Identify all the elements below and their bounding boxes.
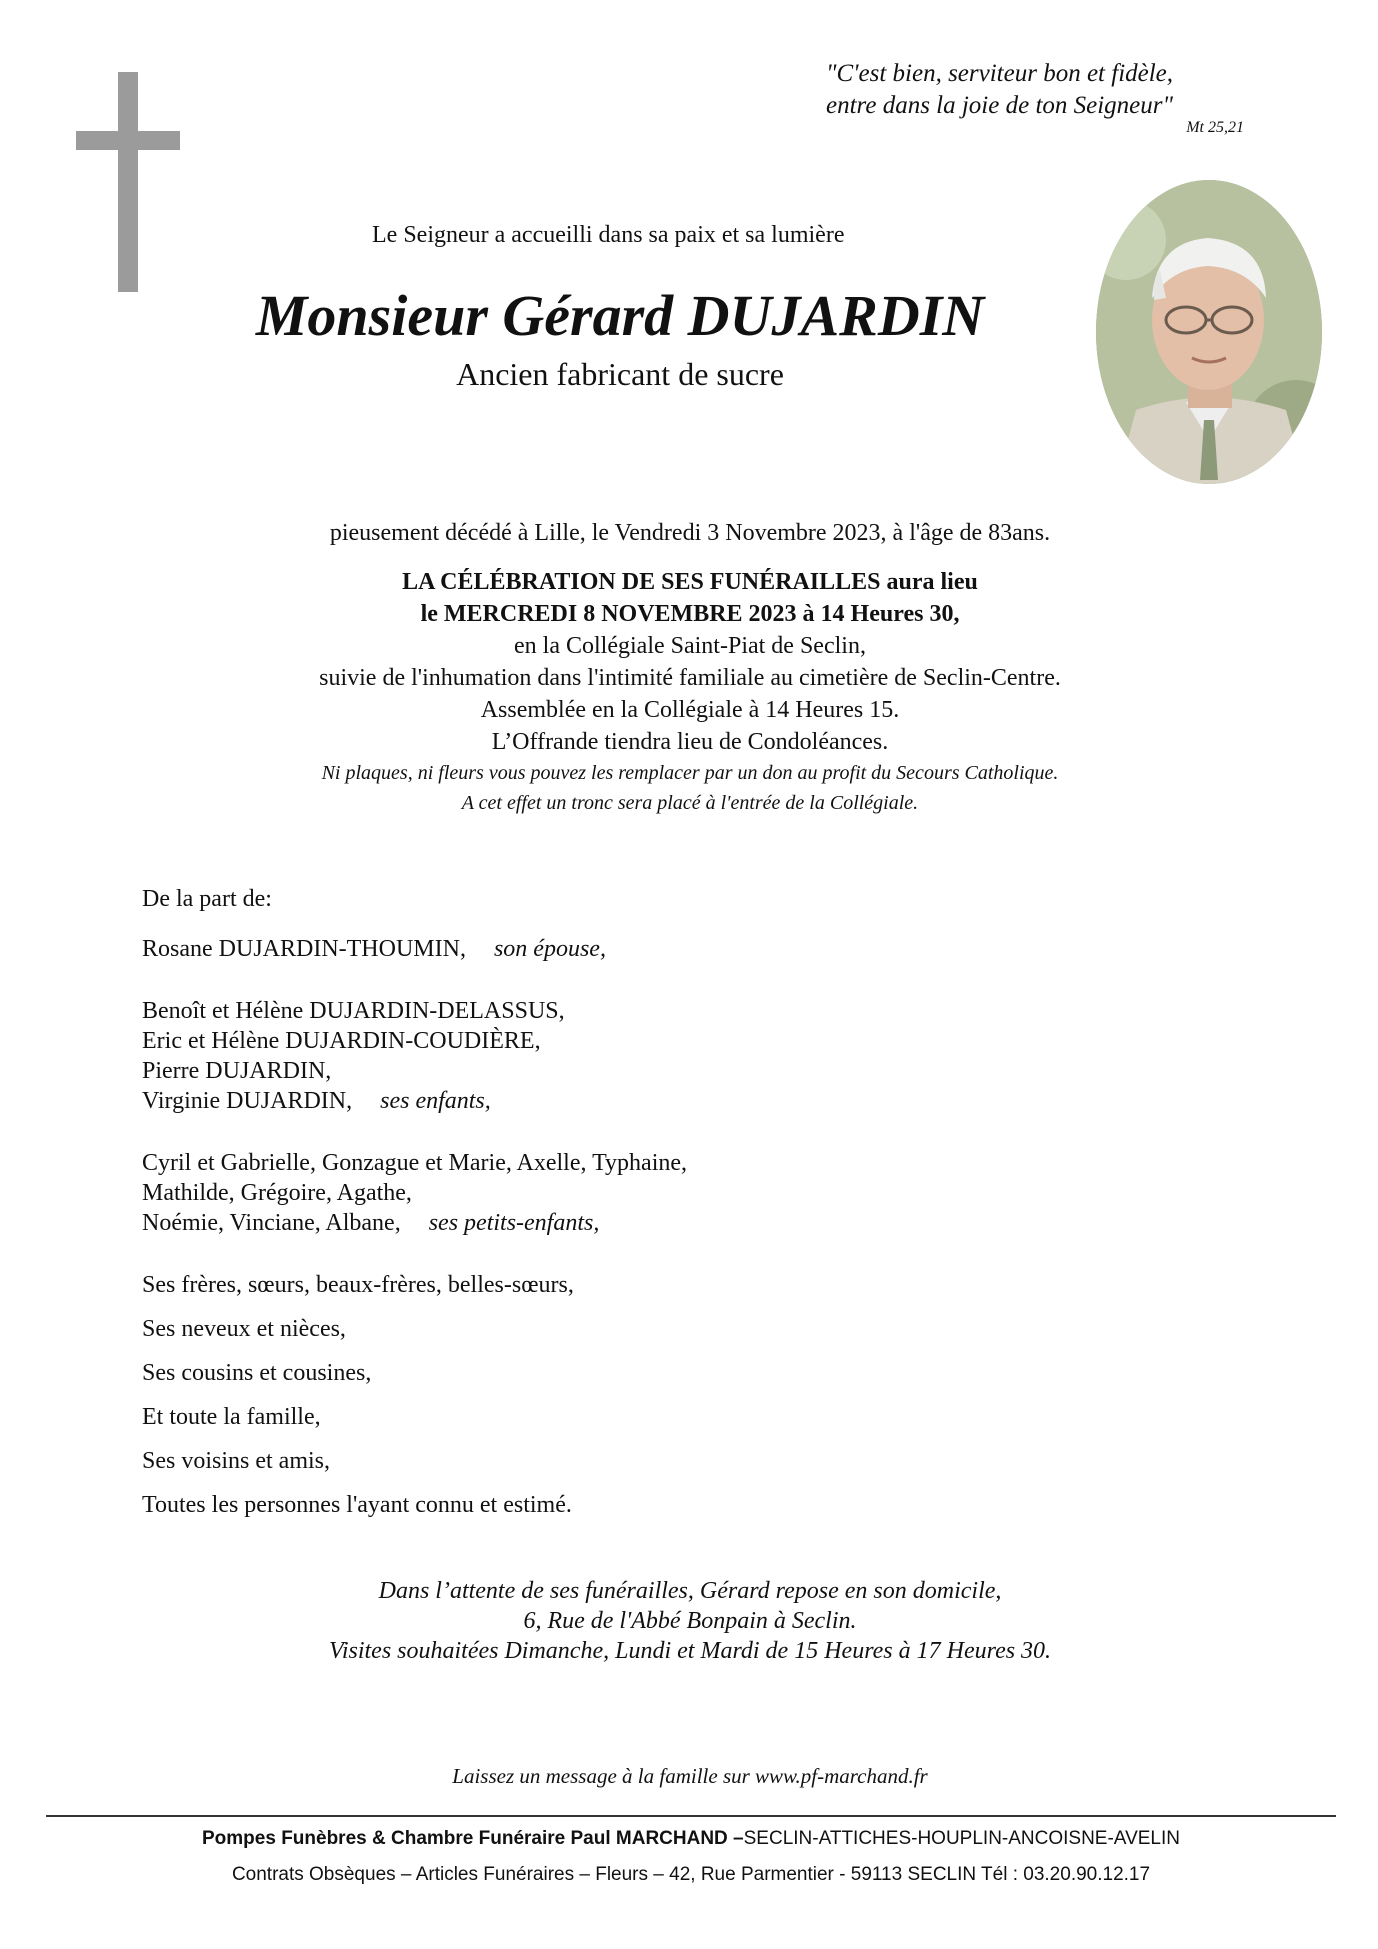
child-2: Eric et Hélène DUJARDIN-COUDIÈRE, (142, 1028, 541, 1054)
portrait-photo (1096, 180, 1322, 484)
wake-info (200, 1576, 1180, 1666)
footer-contact: Contrats Obsèques – Articles Funéraires – Fleurs – 42, Rue Parmentier - 59113 SECLIN Tél : 03.20.90.12.17 (231, 1864, 1151, 1885)
ceremony-location: en la Collégiale Saint-Piat de Seclin, (514, 633, 866, 659)
relatives-nephews: Ses neveux et nièces, (142, 1316, 346, 1342)
wake-line-1: Dans l’attente de ses funérailles, Gérard repose en son domicile, (378, 1578, 1002, 1604)
relatives-family: Et toute la famille, (142, 1404, 321, 1430)
ceremony-note-1: Ni plaques, ni fleurs vous pouvez les remplacer par un don au profit du Secours Catholique. (321, 762, 1059, 784)
ceremony-date: le MERCREDI 8 NOVEMBRE 2023 à 14 Heures 30, (420, 601, 960, 627)
spouse-role: son épouse, (493, 936, 606, 962)
grandchildren-role: ses petits-enfants, (428, 1210, 600, 1236)
grandchildren-1: Cyril et Gabrielle, Gonzague et Marie, Axelle, Typhaine, (142, 1150, 688, 1176)
family-heading: De la part de: (142, 886, 272, 912)
ceremony-offering: L’Offrande tiendra lieu de Condoléances. (491, 729, 889, 755)
footer-company-name: Pompes Funèbres & Chambre Funéraire Paul MARCHAND – (202, 1828, 744, 1849)
relatives-neighbors: Ses voisins et amis, (142, 1448, 331, 1474)
ceremony-burial: suivie de l'inhumation dans l'intimité familiale au cimetière de Seclin-Centre. (319, 665, 1061, 691)
grandchildren-3: Noémie, Vinciane, Albane, (142, 1210, 401, 1236)
cross-icon (118, 72, 138, 292)
epigraph (700, 58, 1250, 138)
epigraph-reference: Mt 25,21 (1186, 119, 1244, 136)
deceased-name: Monsieur Gérard DUJARDIN (255, 283, 985, 348)
death-notice: pieusement décédé à Lille, le Vendredi 3 Novembre 2023, à l'âge de 83ans. (329, 520, 1051, 546)
relatives-acquaintances: Toutes les personnes l'ayant connu et estimé. (142, 1492, 572, 1518)
epigraph-line-2: entre dans la joie de ton Seigneur" (826, 92, 1174, 119)
child-4: Virginie DUJARDIN, (142, 1088, 353, 1114)
footer-company (46, 1828, 1336, 1850)
ceremony-note-2: A cet effet un tronc sera placé à l'entrée de la Collégiale. (461, 792, 919, 814)
epigraph-line-1: "C'est bien, serviteur bon et fidèle, (826, 60, 1174, 87)
portrait-illustration (1096, 180, 1322, 484)
family-list (142, 884, 1042, 1534)
children-role: ses enfants, (380, 1088, 491, 1114)
condolence-message: Laissez un message à la famille sur www.pf-marchand.fr (452, 1764, 928, 1788)
wake-line-3: Visites souhaitées Dimanche, Lundi et Mardi de 15 Heures à 17 Heures 30. (328, 1638, 1052, 1664)
ceremony-assembly: Assemblée en la Collégiale à 14 Heures 15. (480, 697, 900, 723)
child-3: Pierre DUJARDIN, (142, 1058, 332, 1084)
grandchildren-2: Mathilde, Grégoire, Agathe, (142, 1180, 412, 1206)
ceremony-title: LA CÉLÉBRATION DE SES FUNÉRAILLES aura lieu (402, 569, 978, 595)
intro-text: Le Seigneur a accueilli dans sa paix et sa lumière (372, 222, 845, 248)
grandchildren-3-line (142, 1208, 1042, 1238)
ceremony-details (180, 566, 1200, 818)
child-1: Benoît et Hélène DUJARDIN-DELASSUS, (142, 998, 565, 1024)
footer-locations: SECLIN-ATTICHES-HOUPLIN-ANCOISNE-AVELIN (743, 1828, 1180, 1849)
footer-divider (46, 1815, 1336, 1817)
wake-line-2: 6, Rue de l'Abbé Bonpain à Seclin. (523, 1608, 857, 1634)
relatives-siblings: Ses frères, sœurs, beaux-frères, belles-sœurs, (142, 1272, 574, 1298)
cross-icon-bar (76, 131, 180, 150)
spouse-name: Rosane DUJARDIN-THOUMIN, (142, 936, 466, 962)
spouse-line (142, 934, 1042, 964)
profession: Ancien fabricant de sucre (456, 356, 784, 392)
relatives-cousins: Ses cousins et cousines, (142, 1360, 372, 1386)
child-4-line (142, 1086, 1042, 1116)
